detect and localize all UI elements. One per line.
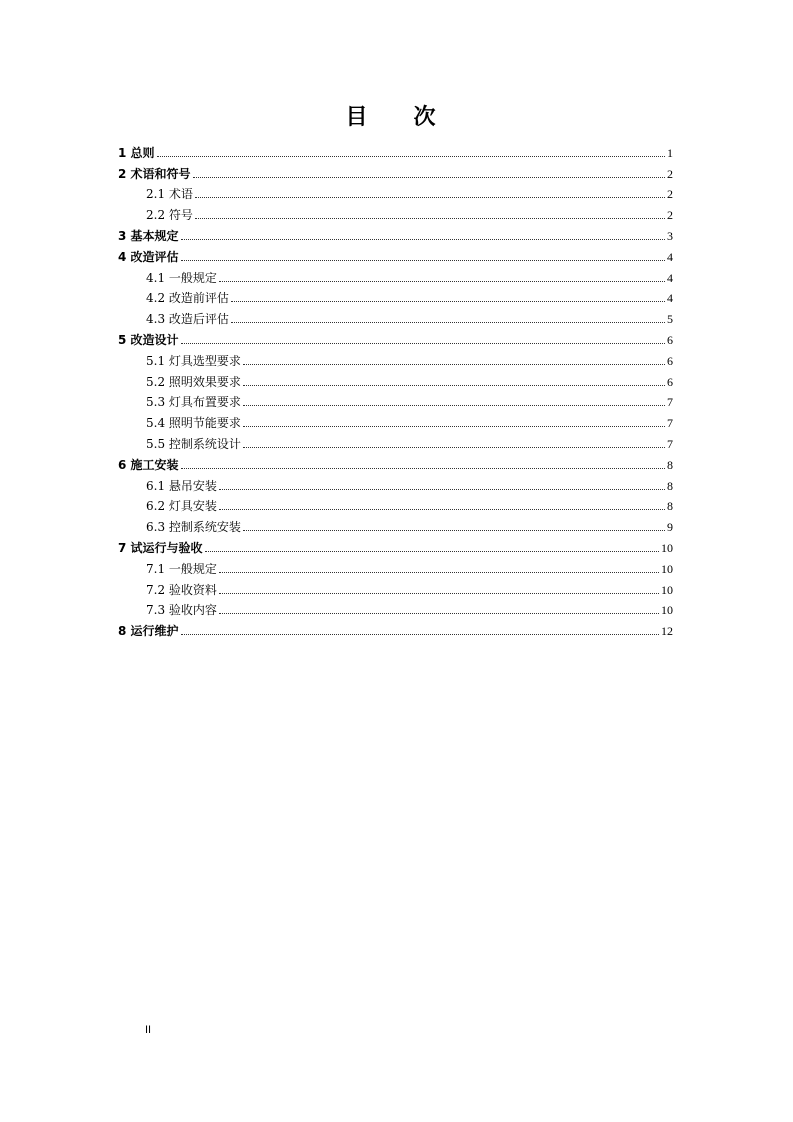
toc-entry-label: 2 术语和符号 xyxy=(118,166,191,181)
toc-entry-label: 4.1 一般规定 xyxy=(146,270,217,285)
dot-leader xyxy=(243,385,665,386)
toc-entry-label: 3 基本规定 xyxy=(118,228,179,243)
toc-entry-page: 4 xyxy=(667,270,673,285)
toc-entry-label: 4 改造评估 xyxy=(118,249,179,264)
toc-section-entry[interactable] xyxy=(118,493,673,514)
dot-leader xyxy=(205,551,659,552)
dot-leader xyxy=(243,405,665,406)
toc-entry-label: 7.2 验收资料 xyxy=(146,582,217,597)
toc-entry-page: 7 xyxy=(667,436,673,451)
toc-entry-page: 10 xyxy=(661,582,673,597)
dot-leader xyxy=(181,343,665,344)
toc-entry-label: 5.2 照明效果要求 xyxy=(146,374,241,389)
table-of-contents xyxy=(118,139,673,638)
toc-entry-page: 6 xyxy=(667,332,673,347)
toc-entry-page: 12 xyxy=(661,624,673,639)
toc-section-entry[interactable] xyxy=(118,389,673,410)
dot-leader xyxy=(157,156,665,157)
dot-leader xyxy=(181,239,665,240)
toc-entry-label: 5.1 灯具选型要求 xyxy=(146,353,241,368)
toc-entry-page: 2 xyxy=(667,166,673,181)
toc-entry-label: 7.3 验收内容 xyxy=(146,603,217,618)
dot-leader xyxy=(181,468,665,469)
toc-section-entry[interactable] xyxy=(118,409,673,430)
toc-chapter-entry[interactable] xyxy=(118,139,673,160)
toc-entry-page: 7 xyxy=(667,416,673,431)
toc-entry-page: 2 xyxy=(667,187,673,202)
dot-leader xyxy=(231,301,665,302)
toc-chapter-entry[interactable] xyxy=(118,243,673,264)
toc-section-entry[interactable] xyxy=(118,264,673,285)
toc-entry-label: 6.2 灯具安装 xyxy=(146,499,217,514)
toc-section-entry[interactable] xyxy=(118,181,673,202)
dot-leader xyxy=(219,593,659,594)
toc-entry-label: 5.5 控制系统设计 xyxy=(146,436,241,451)
toc-entry-page: 10 xyxy=(661,561,673,576)
toc-entry-page: 4 xyxy=(667,291,673,306)
toc-entry-label: 2.2 符号 xyxy=(146,208,193,223)
toc-entry-label: 7 试运行与验收 xyxy=(118,540,203,555)
toc-section-entry[interactable] xyxy=(118,201,673,222)
toc-entry-page: 9 xyxy=(667,520,673,535)
dot-leader xyxy=(195,218,665,219)
toc-chapter-entry[interactable] xyxy=(118,222,673,243)
dot-leader xyxy=(231,322,665,323)
toc-chapter-entry[interactable] xyxy=(118,326,673,347)
toc-section-entry[interactable] xyxy=(118,576,673,597)
toc-entry-page: 10 xyxy=(661,603,673,618)
dot-leader xyxy=(195,197,665,198)
toc-section-entry[interactable] xyxy=(118,597,673,618)
dot-leader xyxy=(219,281,665,282)
toc-entry-label: 6.3 控制系统安装 xyxy=(146,520,241,535)
toc-entry-page: 1 xyxy=(667,145,673,160)
toc-entry-label: 7.1 一般规定 xyxy=(146,561,217,576)
dot-leader xyxy=(219,572,659,573)
toc-entry-page: 7 xyxy=(667,395,673,410)
dot-leader xyxy=(243,426,665,427)
dot-leader xyxy=(181,260,665,261)
toc-entry-page: 6 xyxy=(667,374,673,389)
toc-entry-page: 3 xyxy=(667,228,673,243)
toc-entry-label: 6.1 悬吊安装 xyxy=(146,478,217,493)
dot-leader xyxy=(193,177,665,178)
toc-entry-page: 10 xyxy=(661,540,673,555)
toc-entry-label: 5.4 照明节能要求 xyxy=(146,416,241,431)
toc-section-entry[interactable] xyxy=(118,305,673,326)
toc-entry-page: 8 xyxy=(667,478,673,493)
toc-entry-label: 4.2 改造前评估 xyxy=(146,291,229,306)
page-title: 目 次 xyxy=(345,104,448,130)
toc-section-entry[interactable] xyxy=(118,555,673,576)
page-number: II xyxy=(145,1024,152,1036)
toc-chapter-entry[interactable] xyxy=(118,534,673,555)
dot-leader xyxy=(243,530,665,531)
toc-entry-label: 1 总则 xyxy=(118,145,155,160)
toc-section-entry[interactable] xyxy=(118,472,673,493)
toc-section-entry[interactable] xyxy=(118,347,673,368)
toc-section-entry[interactable] xyxy=(118,513,673,534)
toc-chapter-entry[interactable] xyxy=(118,451,673,472)
dot-leader xyxy=(219,509,665,510)
toc-entry-page: 8 xyxy=(667,499,673,514)
dot-leader xyxy=(243,364,665,365)
toc-entry-label: 5 改造设计 xyxy=(118,332,179,347)
dot-leader xyxy=(181,634,659,635)
toc-entry-label: 4.3 改造后评估 xyxy=(146,312,229,327)
toc-entry-label: 2.1 术语 xyxy=(146,187,193,202)
dot-leader xyxy=(243,447,665,448)
toc-entry-page: 6 xyxy=(667,353,673,368)
toc-section-entry[interactable] xyxy=(118,285,673,306)
toc-entry-page: 4 xyxy=(667,249,673,264)
toc-entry-label: 6 施工安装 xyxy=(118,457,179,472)
dot-leader xyxy=(219,613,659,614)
toc-section-entry[interactable] xyxy=(118,368,673,389)
toc-entry-label: 8 运行维护 xyxy=(118,624,179,639)
dot-leader xyxy=(219,489,665,490)
toc-entry-page: 8 xyxy=(667,457,673,472)
toc-chapter-entry[interactable] xyxy=(118,617,673,638)
toc-entry-page: 2 xyxy=(667,208,673,223)
toc-entry-label: 5.3 灯具布置要求 xyxy=(146,395,241,410)
toc-entry-page: 5 xyxy=(667,312,673,327)
toc-chapter-entry[interactable] xyxy=(118,160,673,181)
toc-section-entry[interactable] xyxy=(118,430,673,451)
